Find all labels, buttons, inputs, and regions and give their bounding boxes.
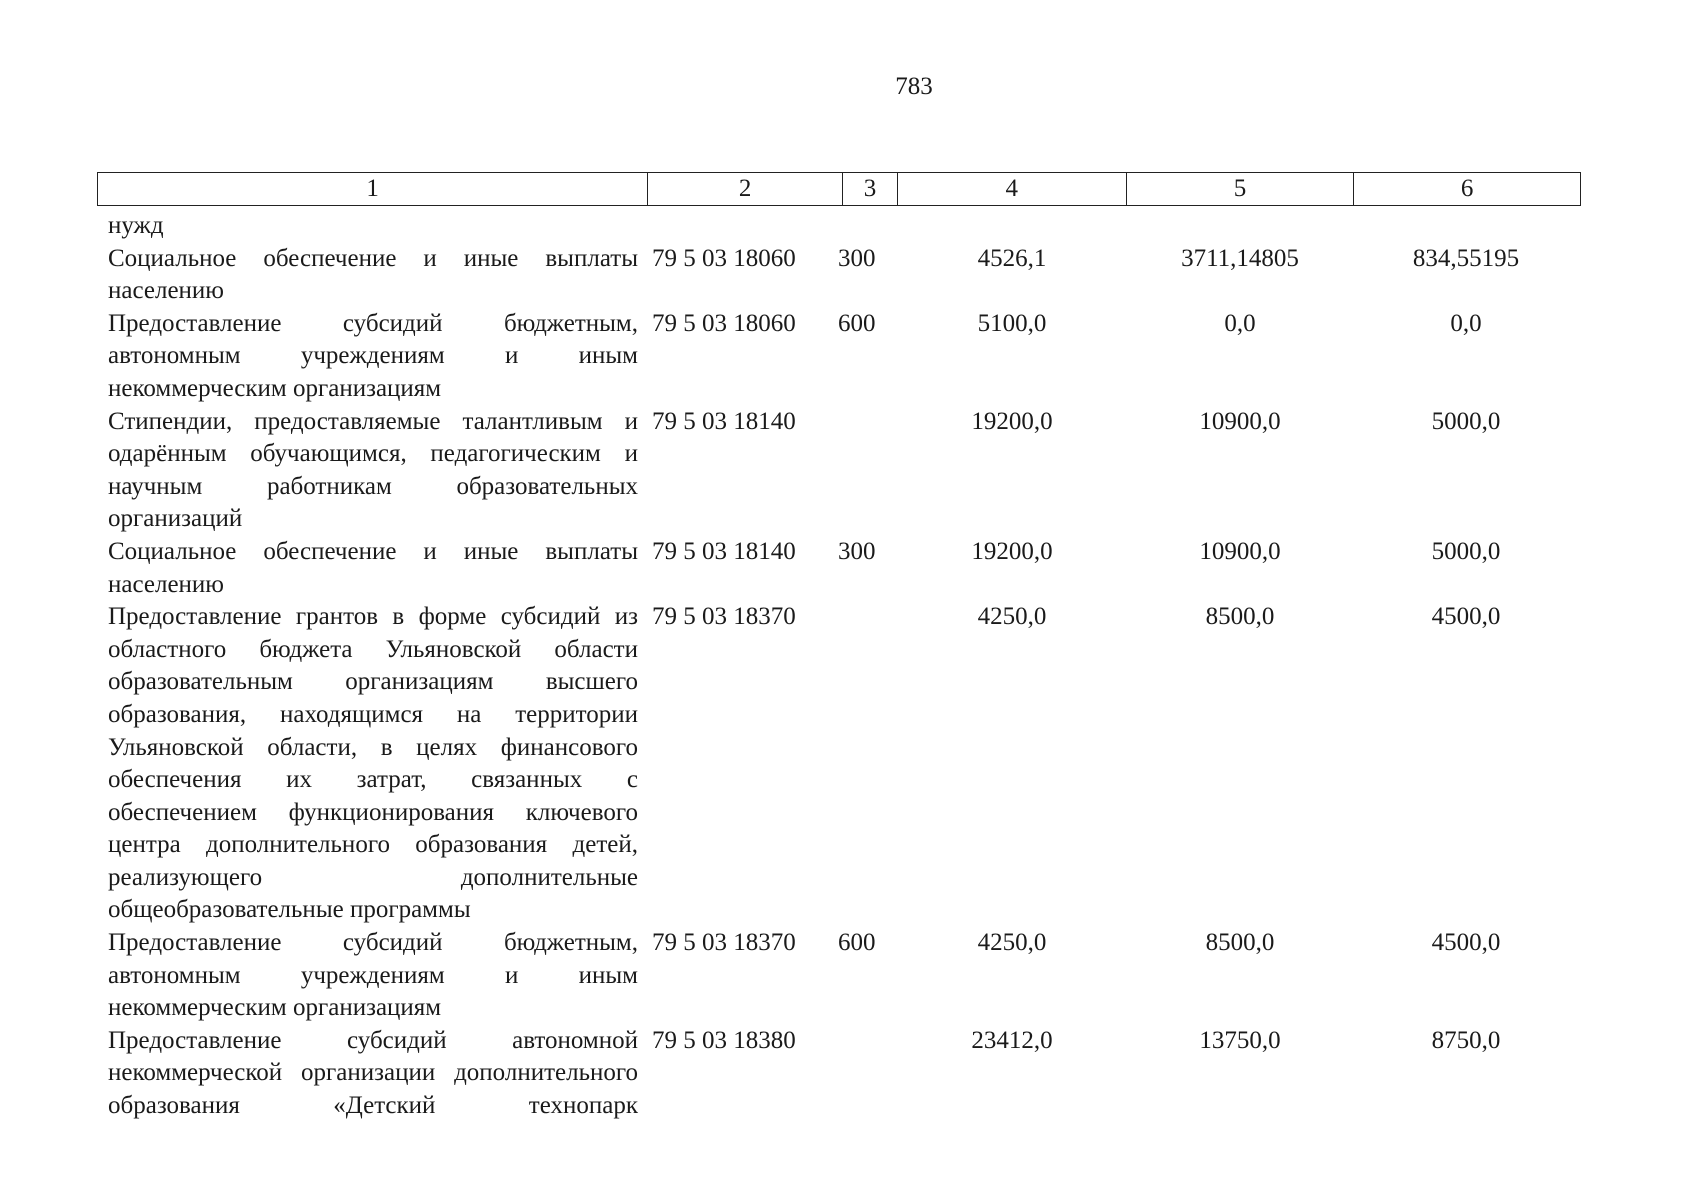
row-value-6: 5000,0 <box>1431 407 1501 435</box>
row-code: 79 5 03 18370 <box>652 603 796 631</box>
row-code: 79 5 03 18060 <box>652 309 796 337</box>
row-value-4: 23412,0 <box>971 1026 1053 1054</box>
row-value-5: 13750,0 <box>1199 1026 1281 1054</box>
table-body <box>108 210 1578 1123</box>
row-value-4: 4250,0 <box>977 929 1047 957</box>
row-value-5: 10900,0 <box>1199 537 1281 565</box>
row-kvr: 600 <box>838 929 876 957</box>
table-row <box>108 536 1578 601</box>
table-row-continuation <box>108 210 1578 243</box>
table-row <box>108 1025 1578 1123</box>
row-description: Стипендии, предоставляемые талантливым и одарённым обучающимся, педагогическим и научным работникам образовательных организаций <box>108 407 638 533</box>
table-row <box>108 406 1578 536</box>
table-row <box>108 308 1578 406</box>
row-code: 79 5 03 18370 <box>652 929 796 957</box>
row-description: Предоставление субсидий бюджетным, автономным учреждениям и иным некоммерческим организациям <box>108 309 638 402</box>
row-value-6: 4500,0 <box>1431 929 1501 957</box>
row-value-5: 0,0 <box>1224 309 1256 337</box>
row-description: Социальное обеспечение и иные выплаты населению <box>108 537 638 598</box>
row-value-4: 19200,0 <box>971 537 1053 565</box>
row-description: Предоставление грантов в форме субсидий из областного бюджета Ульяновской области образовательным организациям высшего образования, находящимся на территории Ульяновской области, в целях финансового обеспечения их затрат, связанных с обеспечением функционирования ключевого центра дополнительного образования детей, реализующего дополнительные общеобразовательные программы <box>108 603 638 924</box>
row-code: 79 5 03 18060 <box>652 244 796 272</box>
row-value-6: 5000,0 <box>1431 537 1501 565</box>
row-code: 79 5 03 18140 <box>652 407 796 435</box>
table-header <box>97 172 1581 206</box>
row-value-6: 8750,0 <box>1431 1026 1501 1054</box>
row-value-5: 3711,14805 <box>1181 244 1299 272</box>
row-value-4: 4526,1 <box>977 244 1047 272</box>
row-description: нужд <box>108 212 164 239</box>
table-row <box>108 243 1578 308</box>
table-row <box>108 601 1578 927</box>
row-description: Предоставление субсидий автономной некоммерческой организации дополнительного образования «Детский технопарк <box>108 1026 638 1120</box>
row-kvr: 300 <box>838 244 876 272</box>
header-col-3: 3 <box>843 173 898 205</box>
header-col-4: 4 <box>898 173 1127 205</box>
row-value-5: 8500,0 <box>1205 603 1275 631</box>
row-description: Предоставление субсидий бюджетным, автономным учреждениям и иным некоммерческим организациям <box>108 929 638 1022</box>
table-row <box>108 927 1578 1025</box>
page-number: 783 <box>895 73 933 100</box>
header-col-2: 2 <box>648 173 843 205</box>
row-value-6: 0,0 <box>1450 309 1482 337</box>
header-col-6: 6 <box>1460 175 1474 202</box>
row-value-4: 5100,0 <box>977 309 1047 337</box>
row-kvr: 300 <box>838 537 876 565</box>
row-description: Социальное обеспечение и иные выплаты населению <box>108 244 638 305</box>
row-value-4: 19200,0 <box>971 407 1053 435</box>
row-kvr: 600 <box>838 309 876 337</box>
header-col-5: 5 <box>1127 173 1355 205</box>
row-value-6: 834,55195 <box>1412 244 1520 272</box>
row-value-4: 4250,0 <box>977 603 1047 631</box>
row-code: 79 5 03 18140 <box>652 537 796 565</box>
row-value-5: 10900,0 <box>1199 407 1281 435</box>
header-col-1: 1 <box>98 173 648 205</box>
row-value-5: 8500,0 <box>1205 929 1275 957</box>
row-code: 79 5 03 18380 <box>652 1026 796 1054</box>
row-value-6: 4500,0 <box>1431 603 1501 631</box>
